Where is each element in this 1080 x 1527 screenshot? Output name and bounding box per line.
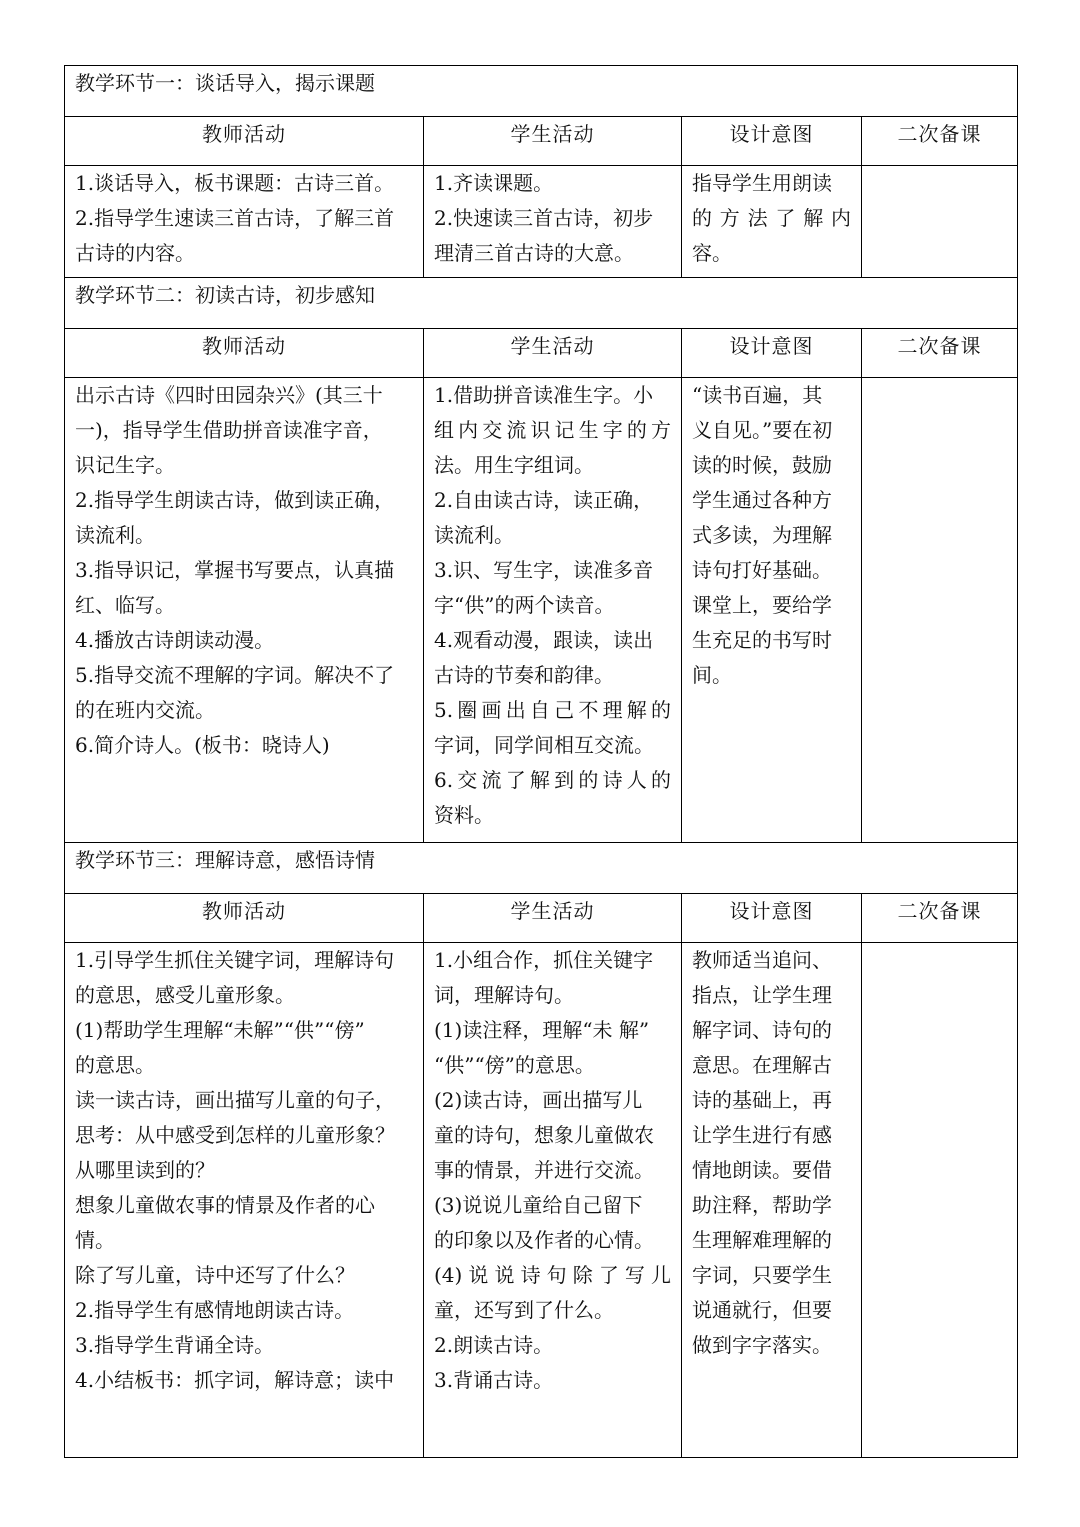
intent-activity-cell: [682, 166, 862, 278]
student-activity-cell: [424, 943, 682, 1458]
text-line: 读一读古诗，画出描写儿童的句子，: [75, 1088, 395, 1112]
text-line: 1.借助拼音读准生字。小: [434, 383, 654, 407]
text-line: 字“供”的两个读音。: [434, 593, 615, 617]
text-line: 读流利。: [75, 523, 155, 547]
text-line: 组内交流识记生字的方: [434, 418, 671, 442]
section-title-row: [65, 843, 1018, 894]
section-title-row: [65, 278, 1018, 329]
text-line: 的印象以及作者的心情。: [434, 1228, 654, 1252]
lesson-plan-table: [64, 65, 1018, 1458]
column-header: 二次备课: [862, 894, 1018, 943]
text-line: (3)说说儿童给自己留下: [434, 1193, 643, 1217]
text-line: 1.齐读课题。: [434, 171, 554, 195]
text-line: 的意思。: [75, 1053, 155, 1077]
text-line: 童，还写到了什么。: [434, 1298, 614, 1322]
text-line: 式多读，为理解: [692, 523, 832, 547]
text-line: 5.指导交流不理解的字词。解决不了: [75, 663, 395, 687]
text-line: (2)读古诗，画出描写儿: [434, 1088, 643, 1112]
text-line: 想象儿童做农事的情景及作者的心: [75, 1193, 375, 1217]
text-line: 2.自由读古诗，读正确，: [434, 488, 654, 512]
text-line: 4.观看动漫，跟读，读出: [434, 628, 654, 652]
text-line: 1.引导学生抓住关键字词，理解诗句: [75, 948, 395, 972]
text-line: 让学生进行有感: [692, 1123, 832, 1147]
text-line: 1.小组合作，抓住关键字: [434, 948, 654, 972]
text-line: 童的诗句，想象儿童做农: [434, 1123, 654, 1147]
text-line: 解字词、诗句的: [692, 1018, 832, 1042]
text-line: 读的时候，鼓励: [692, 453, 832, 477]
text-line: 4.小结板书：抓字词，解诗意；读中: [75, 1368, 395, 1392]
text-line: 诗的基础上，再: [692, 1088, 832, 1112]
text-line: 6.交流了解到的诗人的: [434, 768, 671, 792]
section-title: 教学环节二：初读古诗，初步感知: [65, 278, 1018, 329]
text-line: 义自见。”要在初: [692, 418, 833, 442]
text-line: 课堂上，要给学: [692, 593, 832, 617]
teacher-activity-cell: [65, 378, 424, 843]
section-body-row: [65, 378, 1018, 843]
column-header: 设计意图: [682, 329, 862, 378]
teacher-activity-cell: [65, 166, 424, 278]
text-line: 3.指导识记，掌握书写要点，认真描: [75, 558, 395, 582]
text-line: 情地朗读。要借: [692, 1158, 832, 1182]
text-line: 间。: [692, 663, 732, 687]
text-line: 出示古诗《四时田园杂兴》(其三十: [75, 383, 383, 407]
text-line: 读流利。: [434, 523, 514, 547]
column-header: 设计意图: [682, 894, 862, 943]
text-line: “供”“傍”的意思。: [434, 1053, 595, 1077]
text-line: 3.指导学生背诵全诗。: [75, 1333, 275, 1357]
column-header: 教师活动: [65, 117, 424, 166]
text-line: 的意思，感受儿童形象。: [75, 983, 295, 1007]
text-line: 2.指导学生有感情地朗读古诗。: [75, 1298, 355, 1322]
text-line: 理清三首古诗的大意。: [434, 241, 634, 265]
text-line: 容。: [692, 241, 732, 265]
text-line: 3.背诵古诗。: [434, 1368, 554, 1392]
student-activity-cell: [424, 378, 682, 843]
column-header: 教师活动: [65, 894, 424, 943]
teacher-activity-cell: [65, 943, 424, 1458]
text-line: (4)说说诗句除了写儿: [434, 1263, 671, 1287]
text-line: 红、临写。: [75, 593, 175, 617]
column-header: 学生活动: [424, 894, 682, 943]
section-title-row: [65, 66, 1018, 117]
intent-activity-cell: [682, 943, 862, 1458]
text-line: 资料。: [434, 803, 494, 827]
text-line: 诗句打好基础。: [692, 558, 832, 582]
text-line: 识记生字。: [75, 453, 175, 477]
text-line: 字词，只要学生: [692, 1263, 832, 1287]
text-line: 古诗的节奏和韵律。: [434, 663, 614, 687]
text-line: 法。用生字组词。: [434, 453, 594, 477]
section-title: 教学环节一：谈话导入，揭示课题: [65, 66, 1018, 117]
student-activity-cell: [424, 166, 682, 278]
text-line: 2.指导学生朗读古诗，做到读正确，: [75, 488, 395, 512]
column-header: 学生活动: [424, 329, 682, 378]
section-title: 教学环节三：理解诗意，感悟诗情: [65, 843, 1018, 894]
notes-activity-cell: [862, 943, 1018, 1458]
column-header: 二次备课: [862, 329, 1018, 378]
intent-activity-cell: [682, 378, 862, 843]
text-line: 教师适当追问、: [692, 948, 832, 972]
text-line: 从哪里读到的？: [75, 1158, 215, 1182]
text-line: 生理解难理解的: [692, 1228, 832, 1252]
text-line: 意思。在理解古: [692, 1053, 832, 1077]
column-header-row: [65, 117, 1018, 166]
text-line: 古诗的内容。: [75, 241, 195, 265]
text-line: 的在班内交流。: [75, 698, 215, 722]
text-line: 2.指导学生速读三首古诗，了解三首: [75, 206, 395, 230]
column-header: 二次备课: [862, 117, 1018, 166]
section-body-row: [65, 943, 1018, 1458]
text-line: 4.播放古诗朗读动漫。: [75, 628, 275, 652]
text-line: 6.简介诗人。(板书：晓诗人): [75, 733, 330, 757]
text-line: 字词，同学间相互交流。: [434, 733, 654, 757]
text-line: 2.快速读三首古诗，初步: [434, 206, 654, 230]
column-header-row: [65, 894, 1018, 943]
text-line: 一)，指导学生借助拼音读准字音，: [75, 418, 383, 442]
text-line: 2.朗读古诗。: [434, 1333, 554, 1357]
column-header-row: [65, 329, 1018, 378]
text-line: 3.识、写生字，读准多音: [434, 558, 654, 582]
text-line: 除了写儿童，诗中还写了什么？: [75, 1263, 355, 1287]
text-line: 指导学生用朗读: [692, 171, 832, 195]
text-line: 事的情景，并进行交流。: [434, 1158, 654, 1182]
text-line: 说通就行，但要: [692, 1298, 832, 1322]
column-header: 教师活动: [65, 329, 424, 378]
text-line: 情。: [75, 1228, 115, 1252]
text-line: “读书百遍，其: [692, 383, 823, 407]
text-line: 助注释，帮助学: [692, 1193, 832, 1217]
text-line: 的 方 法 了 解 内: [692, 206, 851, 230]
column-header: 学生活动: [424, 117, 682, 166]
text-line: 做到字字落实。: [692, 1333, 832, 1357]
lesson-plan-body: [65, 66, 1018, 1458]
section-body-row: [65, 166, 1018, 278]
text-line: (1)帮助学生理解“未解”“供”“傍”: [75, 1018, 365, 1042]
text-line: (1)读注释，理解“未 解”: [434, 1018, 650, 1042]
notes-activity-cell: [862, 166, 1018, 278]
text-line: 学生通过各种方: [692, 488, 832, 512]
text-line: 思考：从中感受到怎样的儿童形象？: [75, 1123, 395, 1147]
text-line: 指点，让学生理: [692, 983, 832, 1007]
text-line: 词，理解诗句。: [434, 983, 574, 1007]
text-line: 生充足的书写时: [692, 628, 832, 652]
notes-activity-cell: [862, 378, 1018, 843]
text-line: 1.谈话导入，板书课题：古诗三首。: [75, 171, 395, 195]
text-line: 5.圈画出自己不理解的: [434, 698, 671, 722]
column-header: 设计意图: [682, 117, 862, 166]
